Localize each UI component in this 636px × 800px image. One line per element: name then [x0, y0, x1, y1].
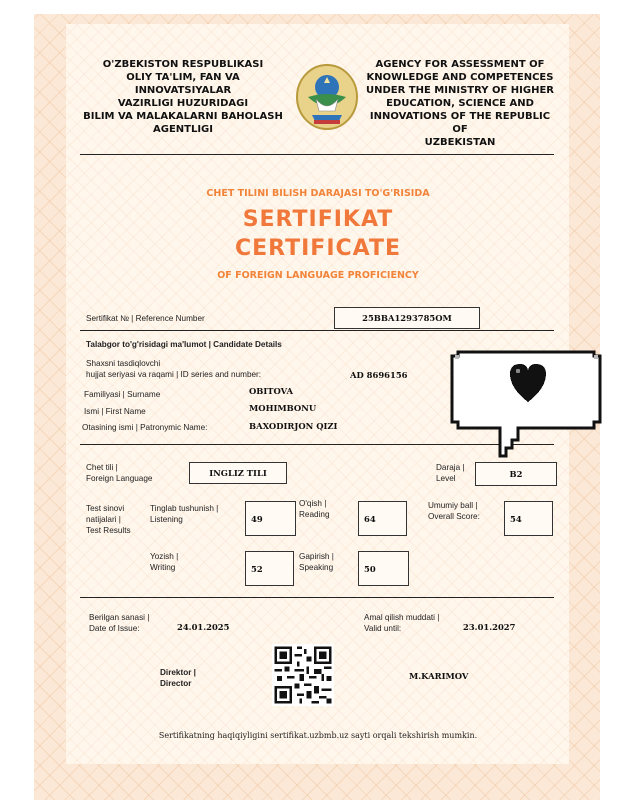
valid-until-label-line: Valid until:: [364, 624, 402, 633]
listening-label-line: Listening: [150, 515, 183, 524]
id-label-line-2: hujjat seriyasi va raqami | ID series and number:: [86, 370, 262, 379]
reference-label: Sertifikat № | Reference Number: [86, 314, 205, 323]
speaking-label-line: Gapirish |: [299, 552, 334, 561]
results-label-line: Test Results: [86, 526, 131, 535]
header-uz-line: BILIM VA MALAKALARNI BAHOLASH: [83, 111, 283, 122]
title-en: CERTIFICATE: [234, 236, 402, 261]
subtitle-en: OF FOREIGN LANGUAGE PROFICIENCY: [217, 270, 419, 281]
overall-label-line: Umumiy ball |: [428, 501, 478, 510]
issue-date-label-line: Date of Issue:: [89, 624, 140, 633]
writing-label-line: Writing: [150, 563, 176, 572]
level-value: B2: [475, 462, 557, 486]
first-name-label: Ismi | First Name: [84, 407, 146, 416]
first-name-value: MOHIMBONU: [249, 403, 317, 413]
listening-label: [150, 503, 218, 525]
results-label: [86, 503, 131, 536]
black-heart-speech-bubble-icon: [448, 348, 604, 470]
header-uz-line: AGENTLIGI: [153, 124, 213, 135]
speaking-label-line: Speaking: [299, 563, 334, 572]
candidate-section-label: Talabgor to'g'risidagi ma'lumot | Candidate Details: [86, 340, 282, 349]
reading-label: [299, 498, 330, 520]
language-label-line-2: Foreign Language: [86, 474, 153, 483]
director-name: M.KARIMOV: [409, 671, 469, 681]
header-en-line: EDUCATION, SCIENCE AND: [386, 98, 534, 109]
level-label-line-1: Daraja |: [436, 463, 465, 472]
speaking-score: 50: [358, 551, 409, 586]
speaking-label: [299, 551, 334, 573]
director-label: [160, 667, 196, 689]
valid-until-value: 23.01.2027: [463, 622, 516, 632]
reference-number: 25BBA1293785OM: [334, 307, 480, 329]
writing-label: [150, 551, 178, 573]
listening-label-line: Tinglab tushunish |: [150, 504, 219, 513]
subtitle-uz: CHET TILINI BILISH DARAJASI TO'G'RISIDA: [206, 188, 430, 199]
id-number: AD 8696156: [350, 370, 408, 380]
overall-label-line: Overall Score:: [428, 512, 480, 521]
header-en-line: AGENCY FOR ASSESSMENT OF: [375, 59, 545, 70]
surname-value: OBITOVA: [249, 386, 294, 396]
valid-until-label: [364, 612, 439, 634]
issue-date-value: 24.01.2025: [177, 622, 230, 632]
state-emblem-icon: [294, 63, 360, 131]
verification-note: Sertifikatning haqiqiyligini sertifikat.uzbmb.uz sayti orqali tekshirish mumkin.: [158, 731, 478, 740]
issue-date-label: [89, 612, 149, 634]
header-uz-line: OLIY TA'LIM, FAN VA INNOVATSIYALAR: [126, 72, 240, 96]
surname-label: Familiyasi | Surname: [84, 390, 161, 399]
header-divider: [80, 154, 554, 155]
language-label: [86, 462, 152, 484]
patronymic-label: Otasining ismi | Patronymic Name:: [82, 423, 208, 432]
header-en-line: INNOVATIONS OF THE REPUBLIC OF: [369, 111, 551, 135]
listening-score: 49: [245, 501, 296, 536]
qr-code-icon: [272, 644, 334, 706]
reading-score: 64: [358, 501, 407, 536]
title-uz: SERTIFIKAT: [242, 207, 394, 232]
header-uz-line: VAZIRLIGI HUZURIDAGI: [117, 98, 249, 109]
valid-until-label-line: Amal qilish muddati |: [364, 613, 440, 622]
header-en-line: UZBEKISTAN: [424, 137, 496, 148]
id-label-line-1: Shaxsni tasdiqlovchi: [86, 359, 161, 368]
header-uz: [80, 58, 286, 136]
header-en-line: KNOWLEDGE AND COMPETENCES: [366, 72, 554, 83]
results-label-line: Test sinovi: [86, 504, 125, 513]
language-value: INGLIZ TILI: [189, 462, 287, 484]
level-label-line-2: Level: [436, 474, 456, 483]
language-label-line-1: Chet tili |: [86, 463, 118, 472]
id-label: [86, 358, 261, 380]
results-label-line: natijalari |: [86, 515, 121, 524]
header-uz-line: O'ZBEKISTON RESPUBLIKASI: [102, 59, 264, 70]
reading-label-line: O'qish |: [299, 499, 327, 508]
overall-score: 54: [504, 501, 553, 536]
header-en: [362, 58, 558, 149]
reference-divider: [80, 330, 554, 331]
director-label-line: Director: [160, 679, 192, 688]
header-en-line: UNDER THE MINISTRY OF HIGHER: [366, 85, 554, 96]
overall-label: [428, 500, 480, 522]
results-divider: [80, 597, 554, 598]
issue-date-label-line: Berilgan sanasi |: [89, 613, 150, 622]
patronymic-value: BAXODIRJON QIZI: [249, 421, 338, 431]
director-label-line: Direktor |: [160, 668, 196, 677]
writing-label-line: Yozish |: [150, 552, 179, 561]
reading-label-line: Reading: [299, 510, 330, 519]
writing-score: 52: [245, 551, 294, 586]
